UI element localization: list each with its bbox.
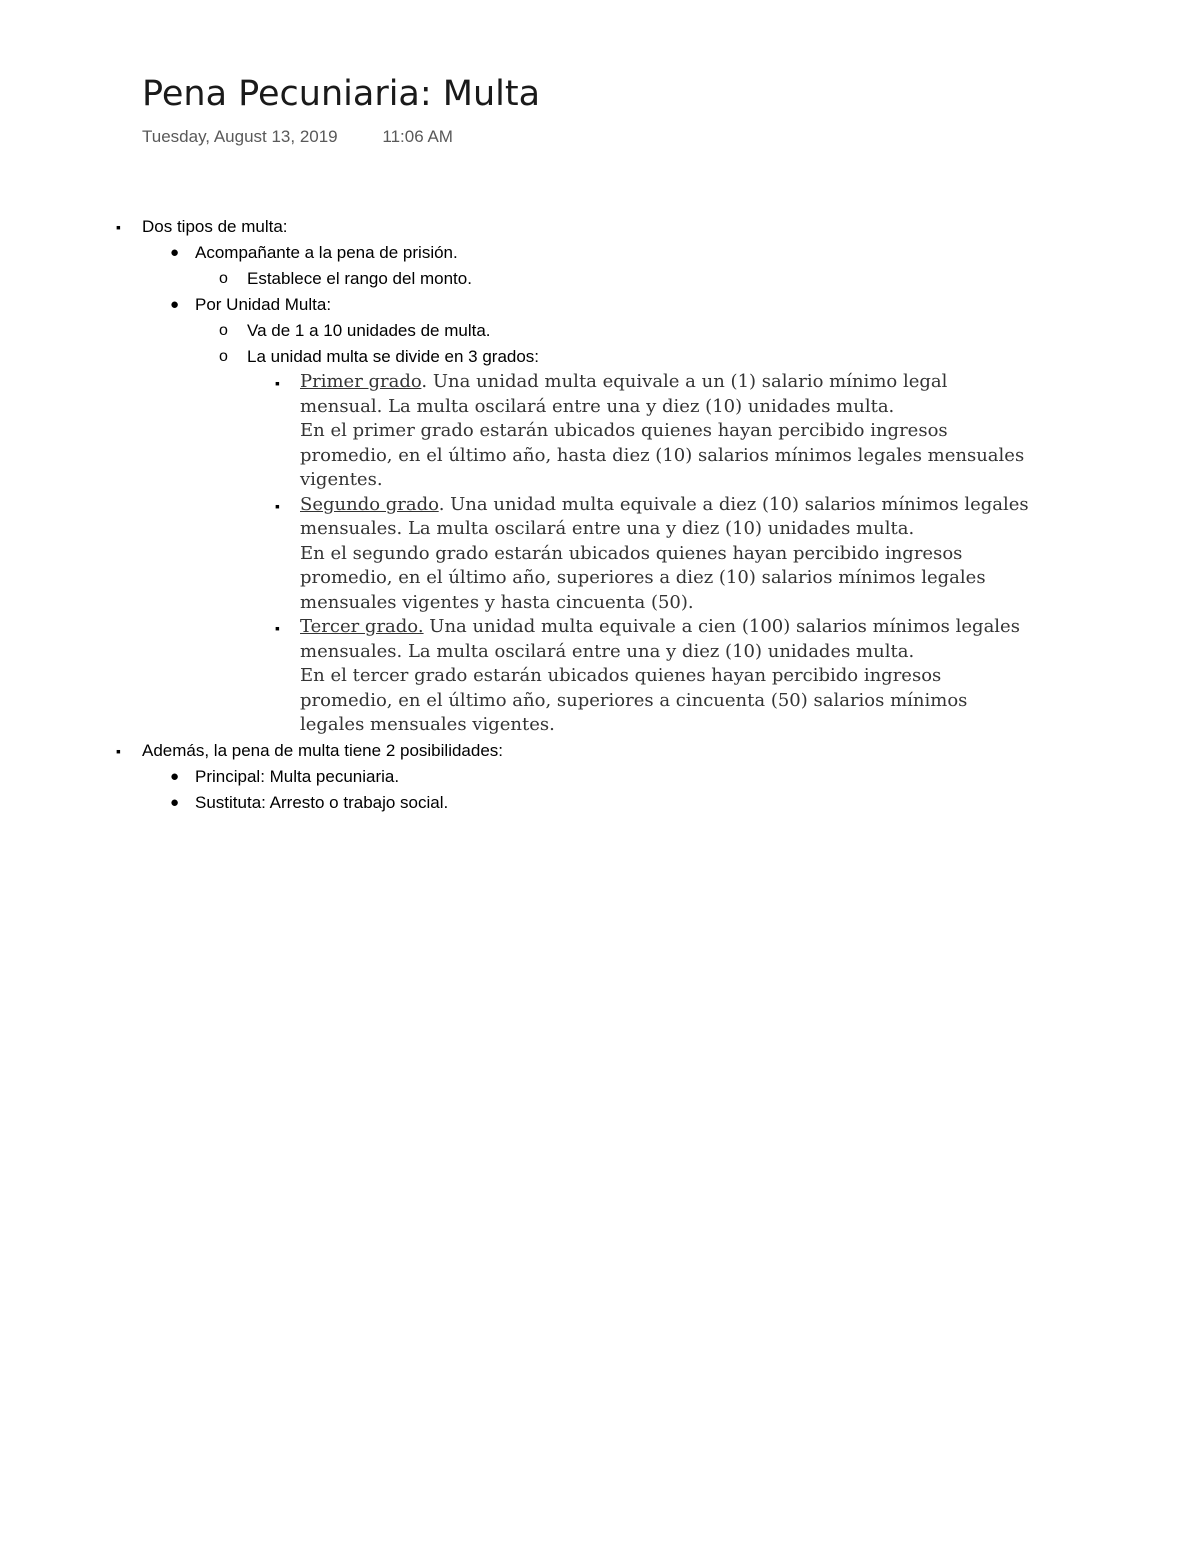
- paragraph-line: mensuales vigentes y hasta cincuenta (50).: [300, 591, 694, 613]
- square-bullet-icon: ▪: [116, 219, 121, 235]
- circle-bullet-icon: o: [219, 322, 228, 339]
- list-item-text: La unidad multa se divide en 3 grados:: [247, 347, 540, 366]
- grado-paragraph: [300, 615, 1060, 738]
- note-date: Tuesday, August 13, 2019: [142, 127, 338, 146]
- list-item-text: Sustituta: Arresto o trabajo social.: [195, 792, 449, 812]
- list-item: [0, 240, 1200, 266]
- grado-paragraph: [300, 370, 1060, 493]
- grado-paragraph: [300, 493, 1060, 616]
- paragraph-line: En el tercer grado estarán ubicados quienes hayan percibido ingresos: [300, 665, 942, 686]
- paragraph-line: mensuales. La multa oscilará entre una y diez (10) unidades multa.: [300, 518, 915, 539]
- list-item: [0, 790, 1200, 816]
- paragraph-text: Una unidad multa equivale a cien (100) salarios mínimos legales: [423, 616, 1020, 637]
- grado-label: Primer grado: [300, 371, 422, 392]
- paragraph-line: mensual. La multa oscilará entre una y diez (10) unidades multa.: [300, 395, 895, 417]
- paragraph-line: En el segundo grado estarán ubicados quienes hayan percibido ingresos: [300, 542, 963, 564]
- note-time: 11:06 AM: [382, 127, 453, 146]
- grado-label: Tercer grado.: [300, 616, 424, 637]
- page-title: Pena Pecuniaria: Multa: [142, 74, 541, 114]
- grado-item-segundo: [0, 493, 1200, 616]
- outline-list: [0, 214, 1200, 816]
- paragraph-line: [300, 615, 1060, 640]
- list-item-text: Principal: Multa pecuniaria.: [195, 766, 400, 786]
- square-bullet-icon: ▪: [275, 620, 280, 636]
- paragraph-line: [300, 493, 1060, 518]
- paragraph-line: promedio, en el último año, hasta diez (10) salarios mínimos legales mensuales: [300, 444, 1025, 466]
- list-item: [0, 764, 1200, 790]
- list-item-text: Dos tipos de multa:: [142, 217, 288, 236]
- list-item-text: Va de 1 a 10 unidades de multa.: [247, 321, 491, 340]
- grado-item-primer: [0, 370, 1200, 493]
- paragraph-text: . Una unidad multa equivale a un (1) salario mínimo legal: [421, 371, 948, 392]
- paragraph-line: [300, 370, 1060, 395]
- list-item: [0, 214, 1200, 240]
- list-item: [0, 344, 1200, 370]
- paragraph-line: vigentes.: [300, 469, 383, 490]
- grado-label: Segundo grado: [300, 493, 439, 515]
- list-item-text: Por Unidad Multa:: [195, 295, 332, 314]
- dot-bullet-icon: ●: [170, 296, 180, 313]
- list-item-text: Acompañante a la pena de prisión.: [195, 243, 458, 262]
- paragraph-line: promedio, en el último año, superiores a diez (10) salarios mínimos legales: [300, 567, 986, 588]
- circle-bullet-icon: o: [219, 348, 228, 365]
- square-bullet-icon: ▪: [116, 742, 121, 759]
- grado-item-tercer: [0, 615, 1200, 738]
- paragraph-line: mensuales. La multa oscilará entre una y diez (10) unidades multa.: [300, 640, 915, 662]
- list-item: [0, 318, 1200, 344]
- paragraph-line: En el primer grado estarán ubicados quienes hayan percibido ingresos: [300, 420, 948, 441]
- dot-bullet-icon: ●: [170, 244, 180, 261]
- note-datetime: [142, 127, 453, 147]
- circle-bullet-icon: o: [219, 270, 228, 287]
- list-item-text: Además, la pena de multa tiene 2 posibilidades:: [142, 740, 504, 760]
- paragraph-text: . Una unidad multa equivale a diez (10) salarios mínimos legales: [438, 493, 1029, 515]
- dot-bullet-icon: ●: [170, 767, 180, 785]
- list-item: [0, 738, 1200, 764]
- list-item-text: Establece el rango del monto.: [247, 269, 472, 288]
- square-bullet-icon: ▪: [275, 497, 280, 514]
- paragraph-line: legales mensuales vigentes.: [300, 714, 555, 735]
- dot-bullet-icon: ●: [170, 793, 180, 811]
- list-item: [0, 292, 1200, 318]
- paragraph-line: promedio, en el último año, superiores a cincuenta (50) salarios mínimos: [300, 689, 968, 711]
- square-bullet-icon: ▪: [275, 375, 280, 391]
- list-item: [0, 266, 1200, 292]
